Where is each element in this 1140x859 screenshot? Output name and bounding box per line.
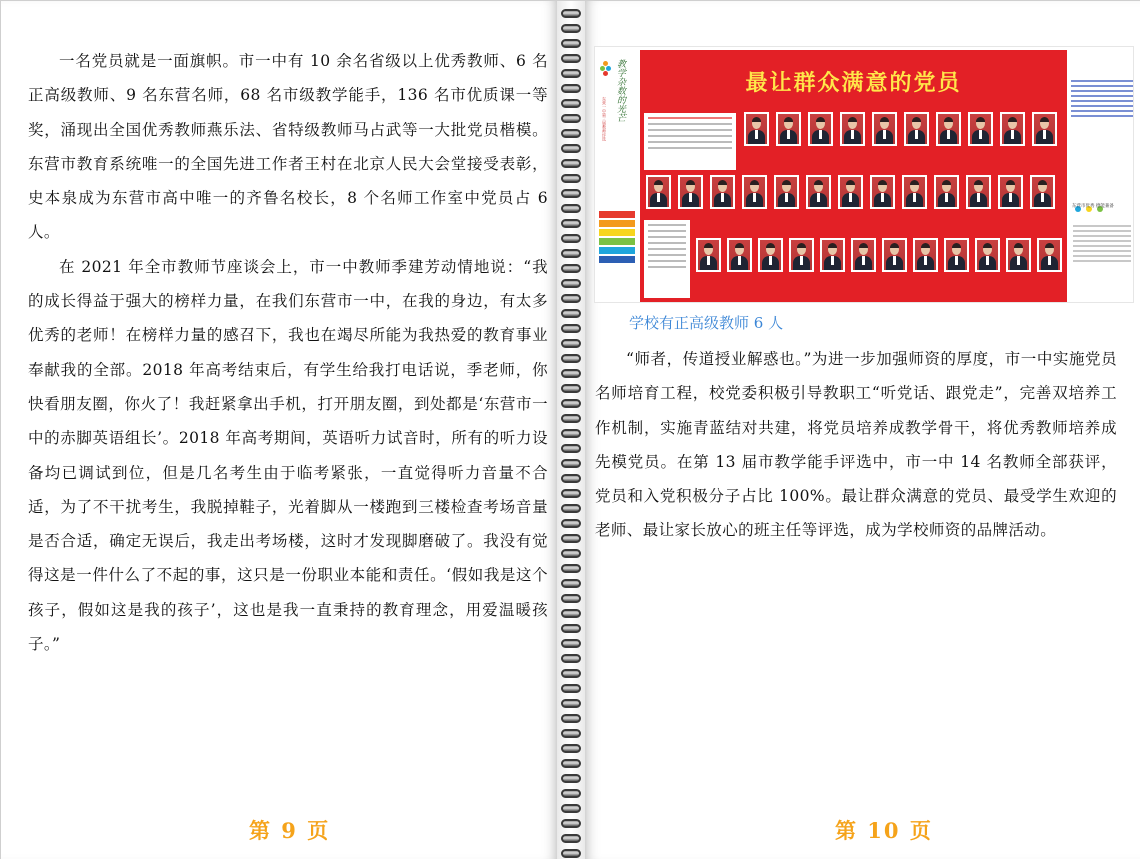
spiral-ring [561, 54, 581, 63]
portrait-photo [872, 112, 897, 146]
portrait-photo [870, 175, 895, 209]
spiral-ring [561, 84, 581, 93]
spiral-ring [561, 384, 581, 393]
spiral-ring [561, 669, 581, 678]
poster-title: 最让群众满意的党员 [745, 70, 962, 96]
portrait-photo [1030, 175, 1055, 209]
left-page [1, 1, 557, 859]
spiral-ring [561, 174, 581, 183]
spiral-ring [561, 819, 581, 828]
portrait-photo [851, 238, 876, 272]
portrait-photo [727, 238, 752, 272]
left-paragraph-1: 一名党员就是一面旗帜。市一中有 10 余名省级以上优秀教师、6 名正高级教师、9 名东营名师，68 名市级教学能手，136 名市优质课一等奖，涌现出全国优秀教师燕乐法、省特级教师马占武等一大批党员楷模。东营市教育系统唯一的全国先进工作者王村在北京人民大会堂接受表彰，史本泉成为东营市高中唯一的齐鲁名校长，8 个名师工作室中党员占 6 人。 [28, 52, 548, 242]
spiral-ring [561, 594, 581, 603]
poster-image [594, 46, 1134, 303]
spiral-ring [561, 429, 581, 438]
spiral-ring [561, 639, 581, 648]
spiral-ring [561, 444, 581, 453]
portrait-photo [1000, 112, 1025, 146]
spiral-ring [561, 729, 581, 738]
spiral-ring [561, 399, 581, 408]
spiral-ring [561, 24, 581, 33]
portrait-photo [744, 112, 769, 146]
portrait-photo [776, 112, 801, 146]
portrait-photo [998, 175, 1023, 209]
rainbow-stripe [599, 220, 635, 227]
spiral-ring [561, 249, 581, 258]
portrait-photo [975, 238, 1000, 272]
portrait-photo [882, 238, 907, 272]
spiral-ring [561, 489, 581, 498]
portrait-photo [913, 238, 938, 272]
spiral-ring [561, 534, 581, 543]
spiral-ring [561, 564, 581, 573]
spiral-ring [561, 579, 581, 588]
poster-side-subtitle: 东营一中第三届教师评选 [602, 97, 607, 141]
portrait-photo [678, 175, 703, 209]
spiral-ring [561, 699, 581, 708]
spiral-ring [561, 624, 581, 633]
portrait-photo [838, 175, 863, 209]
page-number-left: 第 9 页 [249, 818, 331, 843]
spiral-ring [561, 459, 581, 468]
spiral-ring [561, 354, 581, 363]
portrait-photo [966, 175, 991, 209]
left-paragraph-2: 在 2021 年全市教师节座谈会上，市一中教师季建芳动情地说：“我的成长得益于强大的榜样力量，在我们东营市一中，在我的身边，有太多优秀的老师！在榜样力量的感召下，我也在竭尽所能为我热爱的教育事业奉献我的全部。2018 年高考结束后，有学生给我打电话说，季老师，你快看朋友圈，你火了！我赶紧拿出手机，打开朋友圈，到处都是‘东营市一中的赤脚英语组长’。2018 年高考期间，英语听力试音时，所有的听力设备均已调试到位，但是几名考生由于临考紧张，一直觉得听力音量不合适，为了不干扰考生，我脱掉鞋子，光着脚从一楼跑到三楼检查考场音量是否合适，确定无误后，我走出考场楼，这时才发现脚磨破了。我没有觉得这是一件什么了不起的事，这只是一份职业本能和责任。‘假如我是这个孩子，假如这是我的孩子’，这也是我一直秉持的教育理念，用爱温暖孩子。” [28, 257, 548, 654]
spiral-ring [561, 339, 581, 348]
portrait-photo [1006, 238, 1031, 272]
spiral-ring [561, 759, 581, 768]
spiral-ring [561, 129, 581, 138]
rainbow-stripe [599, 229, 635, 236]
spiral-ring [561, 144, 581, 153]
rainbow-stripe [599, 238, 635, 245]
poster-side-panel [595, 47, 639, 304]
spiral-ring [561, 684, 581, 693]
spiral-ring [561, 279, 581, 288]
poster-side-title: 教学杂数的光芒 [615, 59, 625, 122]
spiral-ring [561, 744, 581, 753]
portrait-photo [789, 238, 814, 272]
portrait-photo [646, 175, 671, 209]
poster-intro-text [644, 113, 736, 170]
portrait-photo [968, 112, 993, 146]
spiral-ring [561, 114, 581, 123]
spiral-ring [561, 159, 581, 168]
spiral-ring [561, 774, 581, 783]
spiral-ring [561, 549, 581, 558]
spiral-ring [561, 519, 581, 528]
portrait-photo [696, 238, 721, 272]
spiral-ring [561, 294, 581, 303]
spiral-ring [561, 219, 581, 228]
spiral-ring [561, 309, 581, 318]
spiral-ring [561, 789, 581, 798]
portrait-photo [902, 175, 927, 209]
spiral-binding [557, 1, 585, 859]
portrait-photo [936, 112, 961, 146]
portrait-photo [1032, 112, 1057, 146]
spiral-ring [561, 804, 581, 813]
poster-info-text [644, 220, 690, 298]
portrait-photo [806, 175, 831, 209]
page-number-right: 第 10 页 [835, 818, 933, 843]
portrait-photo [820, 238, 845, 272]
rainbow-stripe [599, 211, 635, 218]
spiral-ring [561, 39, 581, 48]
poster-red-panel [640, 50, 1067, 302]
spiral-ring [561, 369, 581, 378]
spiral-ring [561, 324, 581, 333]
rainbow-stripe [599, 256, 635, 263]
portrait-photo [904, 112, 929, 146]
spiral-ring [561, 654, 581, 663]
right-paragraph-1: “师者，传道授业解惑也。”为进一步加强师资的厚度，市一中实施党员名师培育工程，校党委积极引导教职工“听党话、跟党走”，完善双培养工作机制，实施青蓝结对共建，将党员培养成教学骨干，将优秀教师培养成先模党员。在第 13 届市教学能手评选中，市一中 14 名教师全部获评，党员和入党积极分子占比 100%。最让群众满意的党员、最受学生欢迎的老师、最让家长放心的班主任等评选，成为学校师资的品牌活动。 [595, 350, 1117, 540]
portrait-photo [742, 175, 767, 209]
spiral-ring [561, 204, 581, 213]
spiral-ring [561, 414, 581, 423]
portrait-photo [840, 112, 865, 146]
rainbow-stripes [599, 211, 635, 265]
left-page-text [28, 44, 548, 661]
spiral-ring [561, 99, 581, 108]
right-page-text [595, 342, 1117, 548]
spiral-ring [561, 849, 581, 858]
portrait-photo [944, 238, 969, 272]
spiral-ring [561, 714, 581, 723]
spiral-ring [561, 474, 581, 483]
spiral-ring [561, 609, 581, 618]
spiral-ring [561, 9, 581, 18]
poster-right-panel [1069, 47, 1135, 304]
spiral-ring [561, 834, 581, 843]
spiral-ring [561, 69, 581, 78]
portrait-photo [808, 112, 833, 146]
spiral-ring [561, 234, 581, 243]
portrait-photo [774, 175, 799, 209]
rainbow-stripe [599, 247, 635, 254]
portrait-photo [934, 175, 959, 209]
portrait-photo [758, 238, 783, 272]
portrait-photo [1037, 238, 1062, 272]
spiral-ring [561, 189, 581, 198]
spiral-ring [561, 264, 581, 273]
spiral-ring [561, 504, 581, 513]
portrait-photo [710, 175, 735, 209]
image-caption: 学校有正高级教师 6 人 [629, 314, 784, 332]
poster-right-label: 东营市优秀 德能兼备 [1072, 204, 1114, 209]
